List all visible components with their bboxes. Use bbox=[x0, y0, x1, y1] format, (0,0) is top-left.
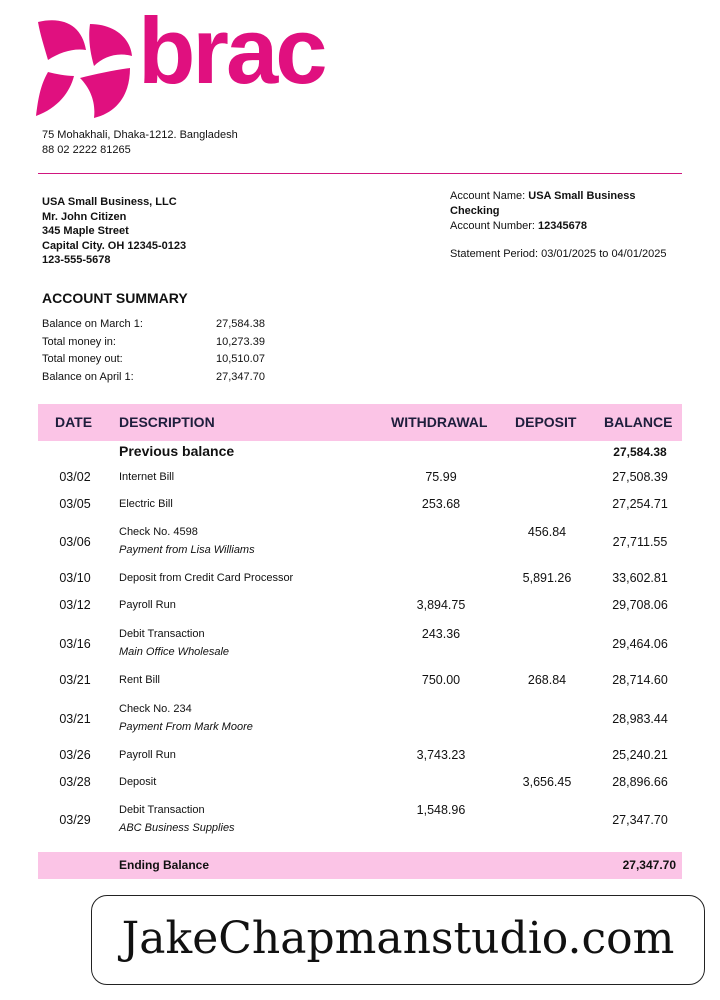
customer-company: USA Small Business, LLC bbox=[42, 196, 177, 208]
transaction-description-main: Internet Bill bbox=[119, 471, 175, 483]
account-name-value: USA Small Business Checking bbox=[450, 190, 636, 217]
transaction-description-main: Payroll Run bbox=[119, 749, 176, 761]
header-divider bbox=[38, 173, 682, 174]
summary-label: Balance on April 1: bbox=[42, 370, 134, 383]
transaction-withdrawal: 243.36 bbox=[421, 627, 461, 641]
header-balance: BALANCE bbox=[604, 414, 673, 430]
transaction-date: 03/28 bbox=[59, 775, 91, 789]
summary-row bbox=[42, 353, 265, 371]
summary-row bbox=[42, 371, 265, 389]
transaction-description bbox=[119, 599, 176, 611]
transaction-balance: 27,347.70 bbox=[612, 813, 668, 827]
customer-city: Capital City. OH 12345-0123 bbox=[42, 239, 187, 252]
transaction-description bbox=[119, 628, 229, 658]
bank-address: 75 Mohakhali, Dhaka-1212. Bangladesh bbox=[42, 129, 238, 141]
ending-balance-label: Ending Balance bbox=[119, 858, 210, 872]
transaction-description bbox=[119, 498, 173, 510]
transaction-description-main: Check No. 4598 bbox=[119, 526, 198, 538]
account-info-block bbox=[450, 189, 680, 262]
transaction-balance: 25,240.21 bbox=[612, 748, 668, 762]
transaction-date: 03/21 bbox=[59, 673, 91, 687]
transaction-description bbox=[119, 526, 255, 556]
brac-pinwheel-icon bbox=[34, 16, 134, 122]
transaction-description bbox=[119, 776, 156, 788]
header-description: DESCRIPTION bbox=[119, 414, 215, 430]
transaction-balance: 29,464.06 bbox=[612, 637, 668, 651]
summary-label: Balance on March 1: bbox=[42, 318, 143, 330]
transaction-description-sub: Payment From Mark Moore bbox=[119, 721, 253, 733]
account-name bbox=[450, 189, 680, 219]
transaction-deposit: 268.84 bbox=[527, 673, 567, 687]
transaction-date: 03/05 bbox=[59, 497, 91, 511]
transaction-date: 03/10 bbox=[59, 571, 91, 585]
transaction-description bbox=[119, 804, 235, 834]
previous-balance-value: 27,584.38 bbox=[613, 445, 667, 459]
transaction-withdrawal: 3,743.23 bbox=[416, 748, 466, 762]
transaction-date: 03/02 bbox=[59, 470, 91, 484]
transaction-description-main: Electric Bill bbox=[119, 498, 173, 510]
transaction-description-main: Payroll Run bbox=[119, 599, 176, 611]
transaction-date: 03/12 bbox=[59, 598, 91, 612]
transaction-description bbox=[119, 471, 174, 483]
transaction-description-main: Deposit bbox=[119, 776, 157, 788]
transaction-deposit: 3,656.45 bbox=[522, 775, 572, 789]
ending-balance-row bbox=[38, 852, 682, 879]
header-withdrawal: WITHDRAWAL bbox=[391, 414, 488, 430]
transaction-withdrawal: 253.68 bbox=[421, 497, 461, 511]
transaction-description-main: Debit Transaction bbox=[119, 628, 205, 640]
transaction-date: 03/06 bbox=[59, 535, 91, 549]
header-date: DATE bbox=[55, 414, 93, 430]
customer-address-block bbox=[42, 195, 186, 268]
summary-value: 27,347.70 bbox=[216, 370, 265, 383]
transaction-description bbox=[119, 703, 253, 733]
customer-phone: 123-555-5678 bbox=[42, 254, 111, 266]
statement-period: Statement Period: 03/01/2025 to 04/01/2025 bbox=[450, 248, 667, 260]
summary-value: 10,510.07 bbox=[216, 353, 265, 365]
transaction-date: 03/29 bbox=[59, 813, 91, 827]
transactions-header bbox=[38, 404, 682, 441]
transaction-balance: 28,896.66 bbox=[612, 775, 668, 789]
summary-label: Total money out: bbox=[42, 353, 123, 365]
bank-name: brac bbox=[138, 0, 325, 103]
transaction-description bbox=[119, 572, 293, 584]
account-number-value: 12345678 bbox=[538, 220, 587, 232]
transaction-description-main: Deposit from Credit Card Processor bbox=[119, 572, 294, 584]
transaction-withdrawal: 3,894.75 bbox=[416, 598, 466, 612]
summary-row bbox=[42, 318, 265, 336]
bank-address-block bbox=[42, 128, 238, 158]
transaction-description-main: Rent Bill bbox=[119, 674, 160, 686]
account-name-label: Account Name: bbox=[450, 190, 526, 202]
transaction-withdrawal: 1,548.96 bbox=[416, 803, 466, 817]
transaction-deposit: 5,891.26 bbox=[522, 571, 572, 585]
transaction-withdrawal: 750.00 bbox=[421, 673, 461, 687]
summary-label: Total money in: bbox=[42, 335, 116, 348]
summary-row bbox=[42, 336, 265, 354]
bank-phone: 88 02 2222 81265 bbox=[42, 144, 131, 156]
transaction-deposit: 456.84 bbox=[527, 525, 567, 539]
transaction-description bbox=[119, 749, 176, 761]
transaction-balance: 27,254.71 bbox=[612, 497, 668, 511]
transaction-description bbox=[119, 674, 160, 686]
transaction-description-sub: Main Office Wholesale bbox=[119, 646, 230, 658]
transaction-balance: 29,708.06 bbox=[612, 598, 668, 612]
transaction-balance: 27,711.55 bbox=[612, 535, 668, 549]
summary-value: 27,584.38 bbox=[216, 318, 265, 330]
customer-street: 345 Maple Street bbox=[42, 225, 129, 237]
transaction-date: 03/21 bbox=[59, 712, 91, 726]
transaction-balance: 28,714.60 bbox=[612, 673, 668, 687]
transaction-description-main: Check No. 234 bbox=[119, 703, 192, 715]
transaction-date: 03/16 bbox=[59, 637, 91, 651]
customer-contact: Mr. John Citizen bbox=[42, 210, 127, 223]
transaction-balance: 33,602.81 bbox=[612, 571, 668, 585]
transaction-balance: 27,508.39 bbox=[612, 470, 668, 484]
watermark-text: JakeChapmanstudio.com bbox=[121, 913, 675, 964]
transaction-description-sub: Payment from Lisa Williams bbox=[119, 544, 255, 556]
previous-balance-label: Previous balance bbox=[119, 443, 235, 459]
transaction-description-main: Debit Transaction bbox=[119, 804, 205, 816]
transaction-withdrawal: 75.99 bbox=[425, 470, 457, 484]
transaction-date: 03/26 bbox=[59, 748, 91, 762]
account-summary bbox=[42, 318, 265, 388]
transaction-balance: 28,983.44 bbox=[612, 712, 668, 726]
ending-balance-value: 27,347.70 bbox=[622, 858, 676, 872]
bank-logo bbox=[34, 0, 334, 126]
account-summary-title: ACCOUNT SUMMARY bbox=[42, 290, 188, 306]
transaction-description-sub: ABC Business Supplies bbox=[119, 822, 235, 834]
summary-value: 10,273.39 bbox=[216, 335, 265, 348]
account-number-label: Account Number: bbox=[450, 220, 535, 232]
account-number bbox=[450, 219, 680, 234]
watermark-box bbox=[91, 895, 705, 985]
header-deposit: DEPOSIT bbox=[515, 414, 577, 430]
